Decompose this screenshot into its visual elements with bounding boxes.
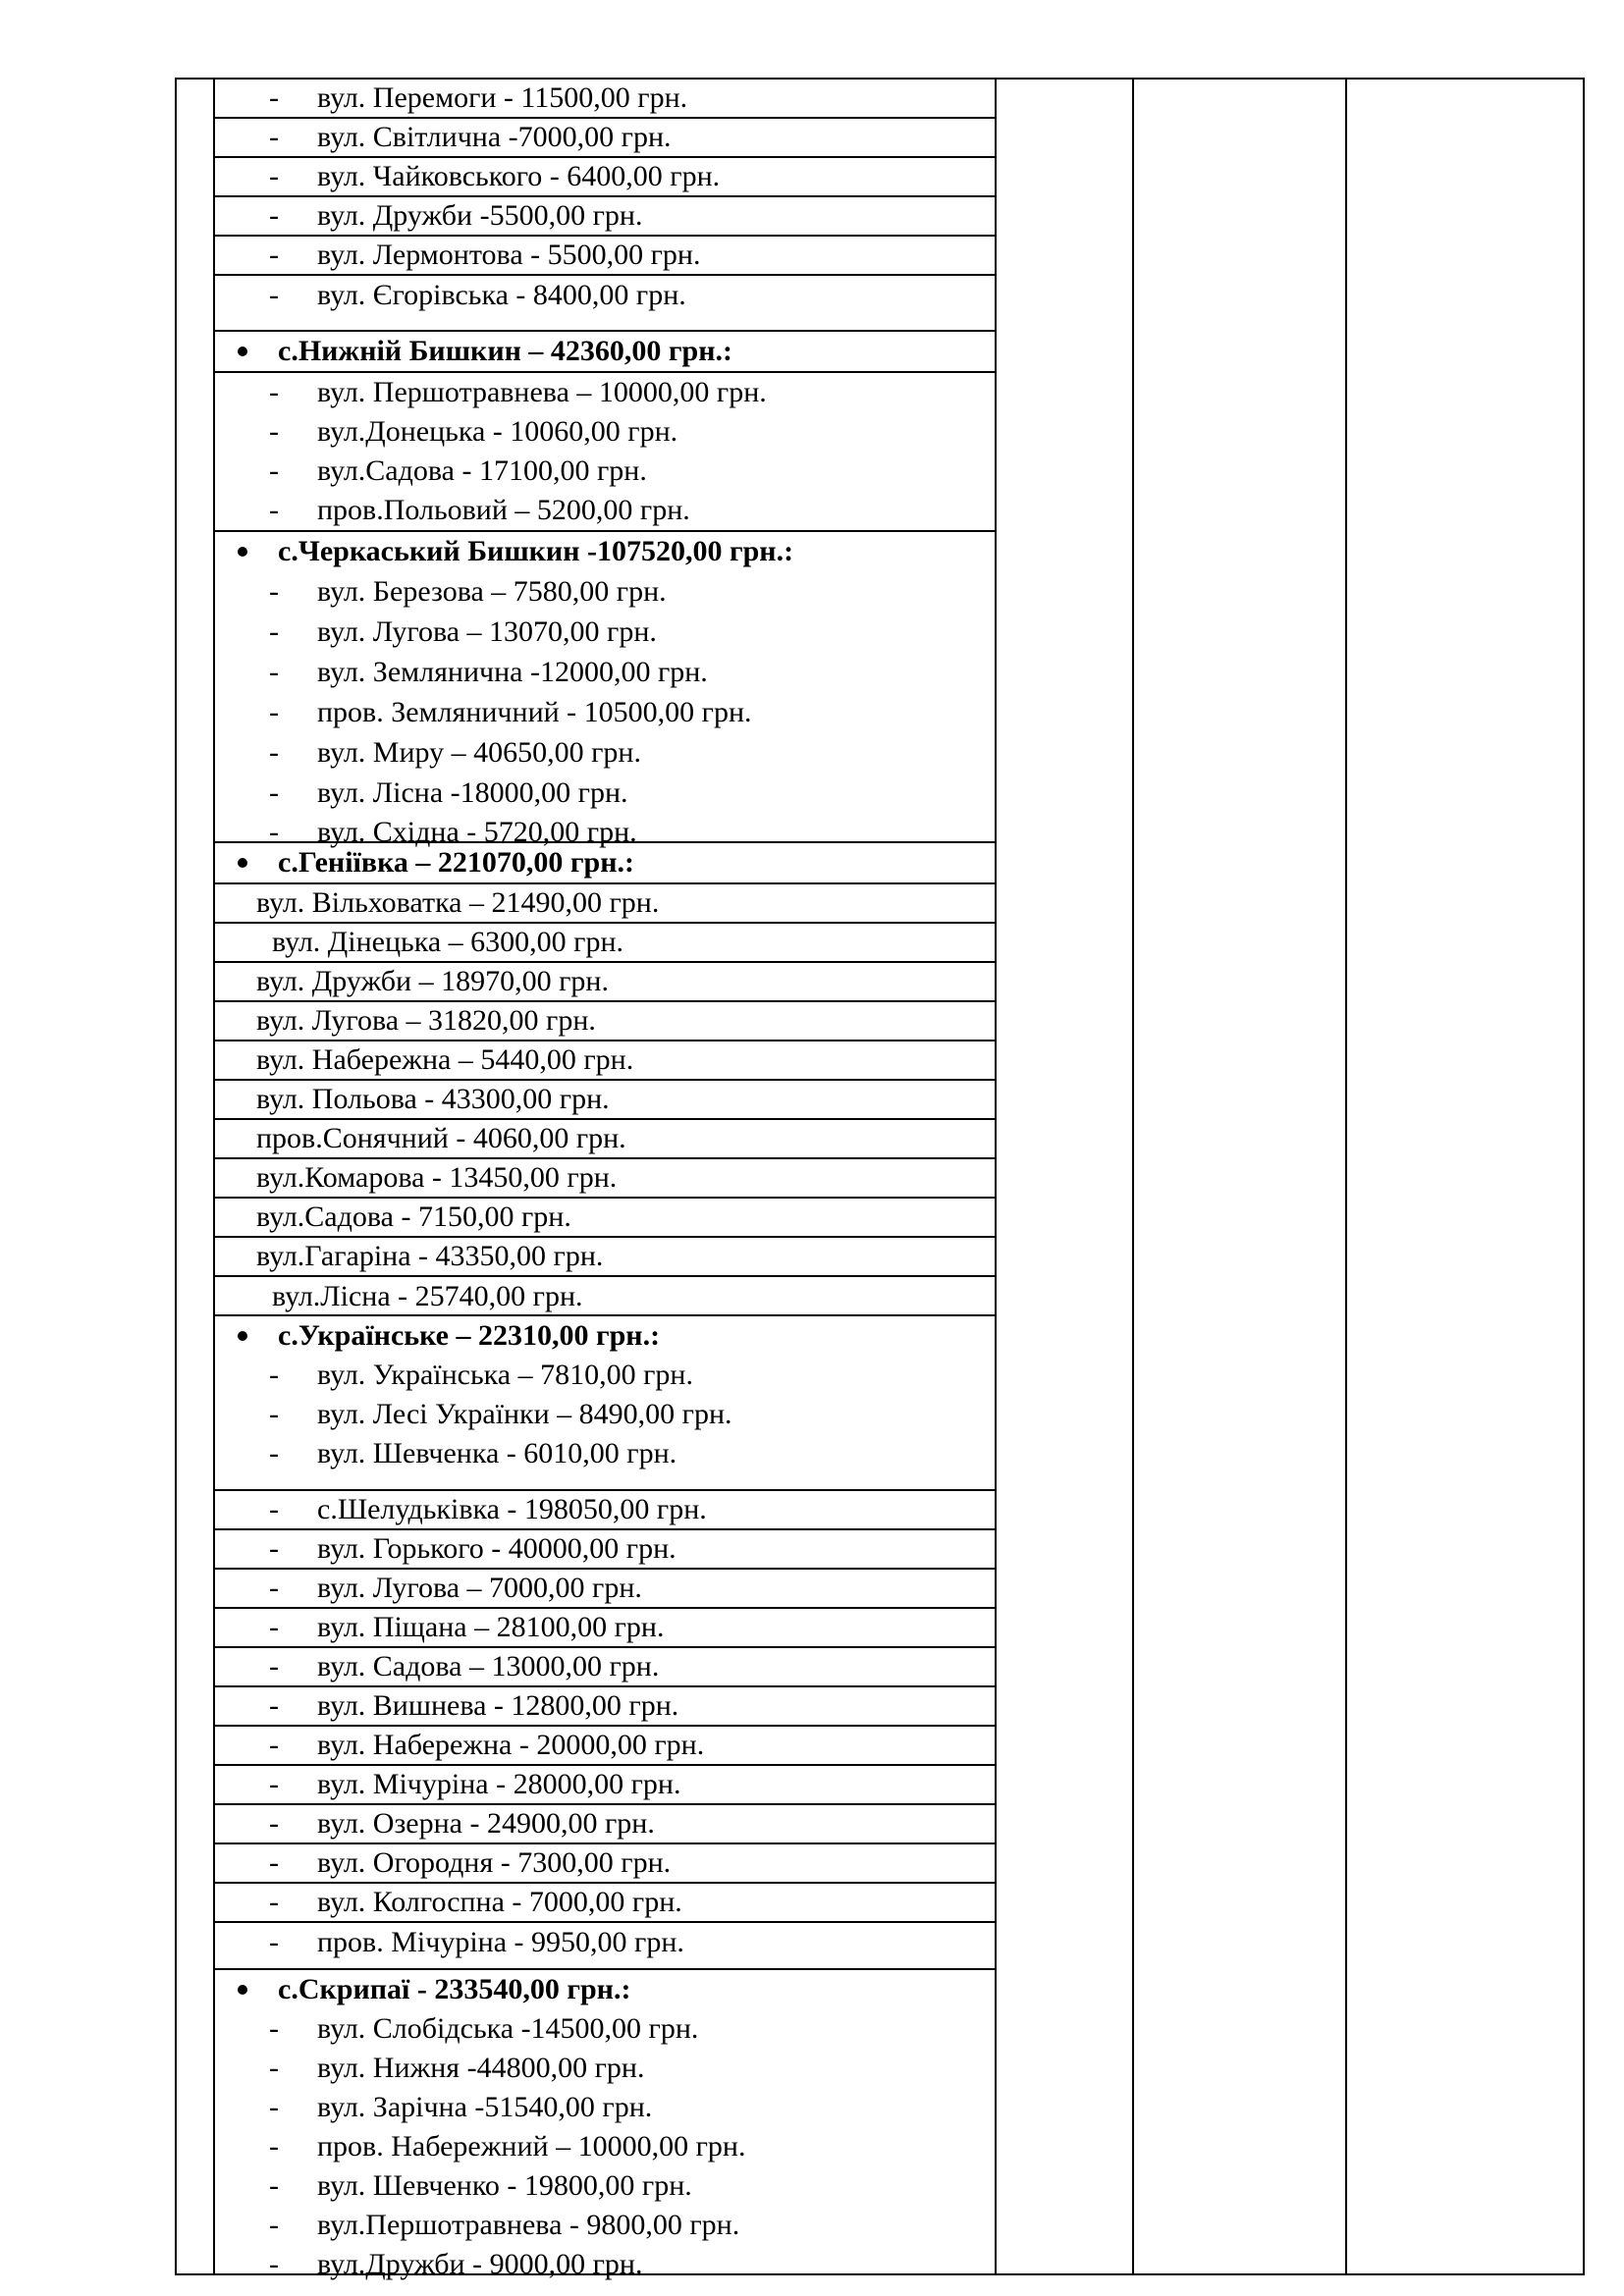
heading-text: с.Українське – 22310,00 грн.: xyxy=(278,1319,661,1352)
dash-marker: - xyxy=(269,776,279,809)
dash-marker: - xyxy=(269,696,279,728)
dash-marker: - xyxy=(269,2248,279,2280)
bullet-icon xyxy=(238,332,249,371)
dash-marker: - xyxy=(269,239,279,271)
item-text: вул. Горького - 40000,00 грн. xyxy=(317,1532,677,1565)
list-item xyxy=(215,1884,995,1923)
item-text: вул.Донецька - 10060,00 грн. xyxy=(317,415,678,448)
item-text: вул. Шевченка - 6010,00 грн. xyxy=(317,1437,677,1469)
dash-marker: - xyxy=(269,1493,279,1525)
item-text: пров. Земляничний - 10500,00 грн. xyxy=(317,696,752,728)
dash-marker: - xyxy=(269,656,279,688)
item-text: вул. Першотравнева – 10000,00 грн. xyxy=(317,376,767,408)
item-text: вул. Лугова – 13070,00 грн. xyxy=(317,615,657,648)
dash-marker: - xyxy=(269,415,279,448)
item-text: вул. Шевченко - 19800,00 грн. xyxy=(317,2169,692,2202)
column-2-divider xyxy=(995,78,997,2275)
bullet-icon xyxy=(238,1316,249,1356)
dash-marker: - xyxy=(269,121,279,153)
dash-marker: - xyxy=(269,1532,279,1565)
village-block xyxy=(215,532,995,848)
item-text: вул. Піщана – 28100,00 грн. xyxy=(317,1611,665,1643)
item-text: пров.Польовий – 5200,00 грн. xyxy=(317,494,690,526)
item-text: вул. Лесі Українки – 8490,00 грн. xyxy=(317,1398,732,1430)
item-text: вул. Українська – 7810,00 грн. xyxy=(317,1359,693,1391)
item-text: вул. Східна - 5720,00 грн. xyxy=(317,816,637,848)
list-item xyxy=(215,237,995,276)
item-text: вул. Миру – 40650,00 грн. xyxy=(317,736,641,769)
dash-marker: - xyxy=(269,2052,279,2084)
village-heading xyxy=(215,843,995,882)
list-item xyxy=(215,2206,995,2245)
dash-marker: - xyxy=(269,1650,279,1682)
column-4-divider xyxy=(1345,78,1347,2275)
group-continuation xyxy=(215,80,995,332)
list-item xyxy=(215,1199,995,1238)
item-text: вул.Садова - 7150,00 грн. xyxy=(256,1201,571,1233)
list-item xyxy=(215,80,995,119)
list-item xyxy=(215,924,995,963)
item-text: пров. Мічуріна - 9950,00 грн. xyxy=(317,1926,684,1958)
item-text: вул. Дружби -5500,00 грн. xyxy=(317,199,643,232)
list-item xyxy=(215,692,995,732)
dash-marker: - xyxy=(269,1437,279,1469)
dash-marker: - xyxy=(269,615,279,648)
dash-marker: - xyxy=(269,736,279,769)
bullet-icon xyxy=(238,532,249,571)
item-text: вул. Набережна – 5440,00 грн. xyxy=(256,1043,634,1076)
list-item xyxy=(215,1570,995,1609)
dash-marker: - xyxy=(269,2130,279,2163)
item-text: вул. Лугова – 7000,00 грн. xyxy=(317,1572,642,1604)
bullet-icon xyxy=(238,1970,249,2009)
list-item xyxy=(215,2127,995,2166)
dash-marker: - xyxy=(269,199,279,232)
list-item xyxy=(215,963,995,1002)
list-item xyxy=(215,491,995,530)
list-item xyxy=(215,2245,995,2284)
list-item xyxy=(215,1766,995,1805)
list-item xyxy=(215,884,995,924)
dash-marker: - xyxy=(269,1572,279,1604)
list-item xyxy=(215,1434,995,1473)
item-text: вул.Дружби - 9000,00 грн. xyxy=(317,2248,643,2280)
item-text: вул.Гагаріна - 43350,00 грн. xyxy=(256,1240,604,1272)
item-text: вул. Лугова – 31820,00 грн. xyxy=(256,1004,596,1037)
item-text: вул.Першотравнева - 9800,00 грн. xyxy=(317,2209,740,2241)
dash-marker: - xyxy=(269,1729,279,1761)
item-text: пров. Набережний – 10000,00 грн. xyxy=(317,2130,746,2163)
dash-marker: - xyxy=(269,1886,279,1918)
list-item xyxy=(215,1238,995,1277)
dash-marker: - xyxy=(269,279,279,311)
item-text: вул.Комарова - 13450,00 грн. xyxy=(256,1161,618,1194)
list-item xyxy=(215,1081,995,1120)
item-text: вул. Дінецька – 6300,00 грн. xyxy=(272,926,623,958)
village-items xyxy=(215,373,995,532)
list-item xyxy=(215,119,995,158)
list-item xyxy=(215,1687,995,1727)
dash-marker: - xyxy=(269,816,279,848)
village-items xyxy=(215,1491,995,1970)
village-heading xyxy=(215,1970,995,2009)
item-text: вул. Огородня - 7300,00 грн. xyxy=(317,1846,672,1879)
village-items xyxy=(215,884,995,1316)
dash-marker: - xyxy=(269,1689,279,1722)
list-item xyxy=(215,732,995,773)
list-item xyxy=(215,373,995,412)
dash-marker: - xyxy=(269,160,279,192)
list-item xyxy=(215,1609,995,1648)
list-item xyxy=(215,1356,995,1395)
dash-marker: - xyxy=(269,454,279,487)
village-heading xyxy=(215,1316,995,1356)
item-text: вул. Зарічна -51540,00 грн. xyxy=(317,2091,653,2123)
dash-marker: - xyxy=(269,2091,279,2123)
list-item xyxy=(215,2166,995,2206)
list-item xyxy=(215,1648,995,1687)
list-item xyxy=(215,1491,995,1530)
dash-marker: - xyxy=(269,1359,279,1391)
list-item xyxy=(215,1120,995,1159)
item-text: вул.Лісна - 25740,00 грн. xyxy=(272,1280,583,1312)
column-3-divider xyxy=(1132,78,1134,2275)
list-item xyxy=(215,276,995,315)
item-text: вул. Польова - 43300,00 грн. xyxy=(256,1083,610,1115)
heading-text: с.Нижній Бишкин – 42360,00 грн.: xyxy=(278,335,732,367)
list-item xyxy=(215,2049,995,2088)
item-text: вул. Чайковського - 6400,00 грн. xyxy=(317,160,721,192)
item-text: вул. Садова – 13000,00 грн. xyxy=(317,1650,660,1682)
village-block xyxy=(215,1316,995,1491)
dash-marker: - xyxy=(269,1611,279,1643)
dash-marker: - xyxy=(269,376,279,408)
dash-marker: - xyxy=(269,575,279,608)
item-text: с.Шелудьківка - 198050,00 грн. xyxy=(317,1493,707,1525)
item-text: вул. Вишнева - 12800,00 грн. xyxy=(317,1689,679,1722)
item-text: вул. Лісна -18000,00 грн. xyxy=(317,776,628,809)
list-item xyxy=(215,412,995,452)
list-item xyxy=(215,197,995,237)
list-item xyxy=(215,1159,995,1199)
list-item xyxy=(215,1041,995,1081)
village-heading-row xyxy=(215,332,995,373)
list-item xyxy=(215,1530,995,1570)
village-heading xyxy=(215,532,995,571)
item-text: вул. Нижня -44800,00 грн. xyxy=(317,2052,645,2084)
list-item xyxy=(215,571,995,612)
village-block xyxy=(215,1970,995,2280)
item-text: вул. Єгорівська - 8400,00 грн. xyxy=(317,279,686,311)
list-item xyxy=(215,2088,995,2127)
heading-text: с.Скрипаї - 233540,00 грн.: xyxy=(278,1973,631,2005)
heading-text: с.Геніївка – 221070,00 грн.: xyxy=(278,846,635,879)
item-text: вул. Озерна - 24900,00 грн. xyxy=(317,1807,655,1840)
item-text: вул. Слобідська -14500,00 грн. xyxy=(317,2012,699,2045)
heading-text: с.Черкаський Бишкин -107520,00 грн.: xyxy=(278,535,794,567)
item-text: вул. Колгоспна - 7000,00 грн. xyxy=(317,1886,682,1918)
list-item xyxy=(215,1923,995,1962)
list-item xyxy=(215,1277,995,1316)
dash-marker: - xyxy=(269,494,279,526)
list-item xyxy=(215,158,995,197)
dash-marker: - xyxy=(269,2209,279,2241)
item-text: вул. Лермонтова - 5500,00 грн. xyxy=(317,239,701,271)
list-item xyxy=(215,2009,995,2049)
list-item xyxy=(215,773,995,813)
dash-marker: - xyxy=(269,2012,279,2045)
dash-marker: - xyxy=(269,1398,279,1430)
village-heading xyxy=(215,332,995,371)
list-item xyxy=(215,1727,995,1766)
item-text: вул. Світлична -7000,00 грн. xyxy=(317,121,672,153)
dash-marker: - xyxy=(269,1807,279,1840)
list-item xyxy=(215,1805,995,1844)
item-text: вул. Вільховатка – 21490,00 грн. xyxy=(256,886,660,919)
village-heading-row xyxy=(215,843,995,884)
item-text: пров.Сонячний - 4060,00 грн. xyxy=(256,1122,626,1154)
list-item xyxy=(215,612,995,652)
item-text: вул. Землянична -12000,00 грн. xyxy=(317,656,708,688)
item-text: вул. Мічуріна - 28000,00 грн. xyxy=(317,1768,681,1800)
dash-marker: - xyxy=(269,1846,279,1879)
item-text: вул. Перемоги - 11500,00 грн. xyxy=(317,81,688,114)
item-text: вул.Садова - 17100,00 грн. xyxy=(317,454,647,487)
list-item xyxy=(215,652,995,692)
list-item xyxy=(215,1395,995,1434)
list-item xyxy=(215,1844,995,1884)
item-text: вул. Набережна - 20000,00 грн. xyxy=(317,1729,705,1761)
list-item xyxy=(215,452,995,491)
dash-marker: - xyxy=(269,2169,279,2202)
item-text: вул. Дружби – 18970,00 грн. xyxy=(256,965,609,997)
list-item xyxy=(215,1002,995,1041)
dash-marker: - xyxy=(269,81,279,114)
item-text: вул. Березова – 7580,00 грн. xyxy=(317,575,667,608)
dash-marker: - xyxy=(269,1926,279,1958)
dash-marker: - xyxy=(269,1768,279,1800)
bullet-icon xyxy=(238,843,249,882)
street-list-cell xyxy=(215,80,995,2280)
